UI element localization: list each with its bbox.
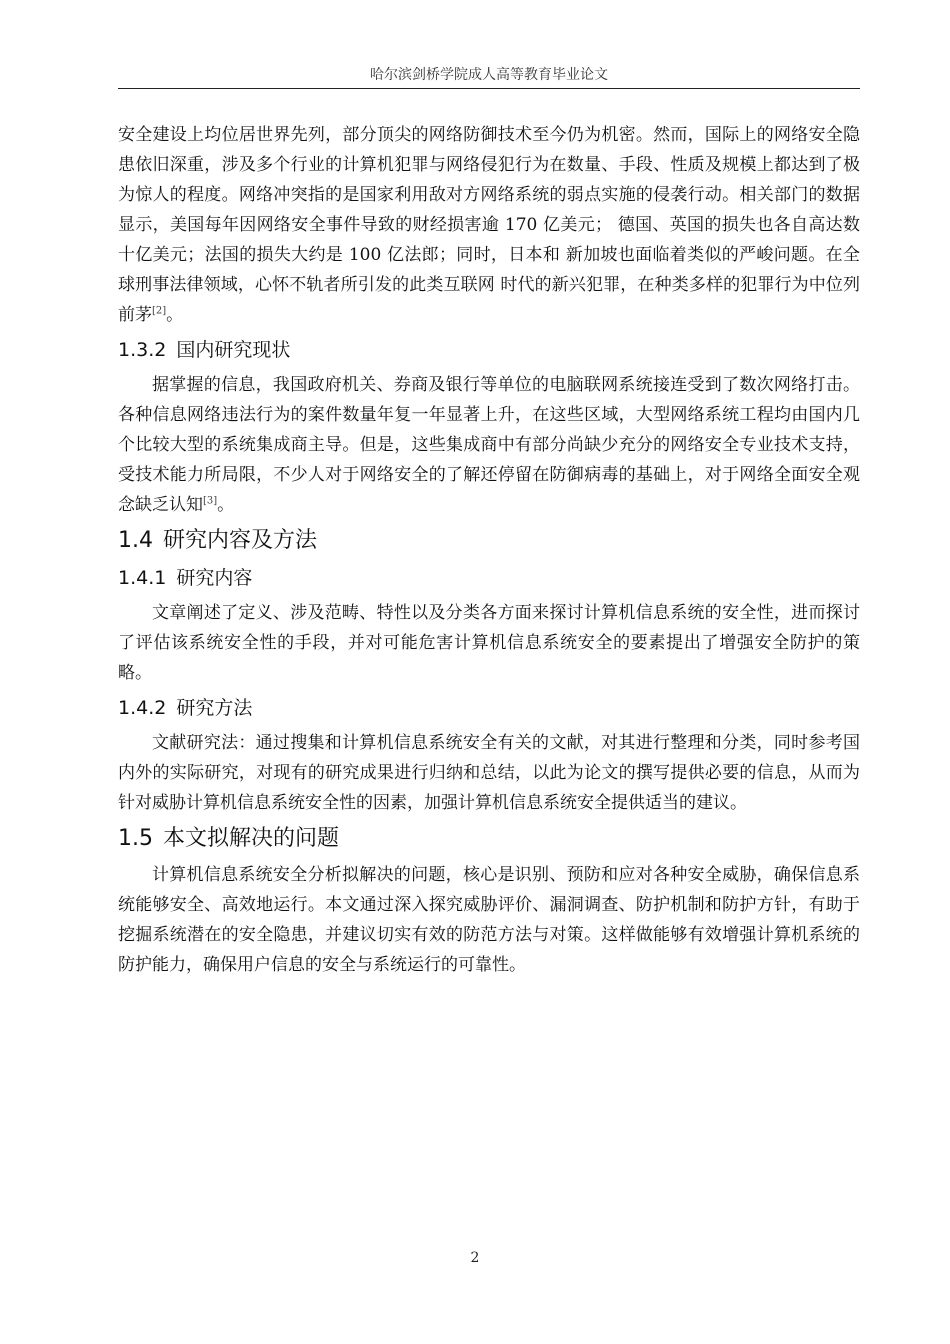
paragraph-1-4-2: 文献研究法：通过搜集和计算机信息系统安全有关的文献，对其进行整理和分类，同时参考国内外的实际研究，对现有的研究成果进行归纳和总结，以此为论文的撰写提供必要的信息，从而为针对威胁计算机信息系统安全性的因素，加强计算机信息系统安全提供适当的建议。 bbox=[118, 733, 860, 813]
citation-2: [2] bbox=[152, 305, 167, 317]
intro-paragraph-text: 安全建设上均位居世界先列，部分顶尖的网络防御技术至今仍为机密。然而，国际上的网络安全隐患依旧深重，涉及多个行业的计算机犯罪与网络侵犯行为在数量、手段、性质及规模上都达到了极为惊人的程度。网络冲突指的是国家利用敌对方网络系统的弱点实施的侵袭行动。相关部门的数据显示，美国每年因网络安全事件导致的财经损害逾 170 亿美元； 德国、英国的损失也各自高达数十亿美元；法国的损失大约是 100 亿法郎；同时，日本和 新加坡也面临着类似的严峻问题。在全球刑事法律领域，心怀不轨者所引发的此类互联网 时代的新兴犯罪，在种类多样的犯罪行为中位列前茅 bbox=[118, 125, 860, 325]
heading-1-4-2-number: 1.4.2 bbox=[118, 697, 167, 719]
paragraph-1-3-2-text: 据掌握的信息，我国政府机关、券商及银行等单位的电脑联网系统接连受到了数次网络打击。各种信息网络违法行为的案件数量年复一年显著上升，在这些区域，大型网络系统工程均由国内几个比较大型的系统集成商主导。但是，这些集成商中有部分尚缺少充分的网络安全专业技术支持，受技术能力所局限，不少人对于网络安全的了解还停留在防御病毒的基础上，对于网络全面安全观念缺乏认知 bbox=[118, 375, 860, 515]
heading-1-3-2 bbox=[118, 334, 860, 366]
paragraph-1-3-2-end: 。 bbox=[217, 495, 235, 515]
heading-1-3-2-title: 国内研究现状 bbox=[176, 339, 291, 361]
heading-1-4-number: 1.4 bbox=[118, 528, 153, 553]
paragraph-1-3-2 bbox=[118, 370, 860, 520]
heading-1-5 bbox=[118, 822, 860, 856]
citation-3: [3] bbox=[203, 495, 218, 507]
document-body bbox=[118, 120, 860, 980]
page-number: 2 bbox=[470, 1250, 480, 1266]
heading-1-5-number: 1.5 bbox=[118, 826, 153, 851]
paragraph-1-4-1: 文章阐述了定义、涉及范畴、特性以及分类各方面来探讨计算机信息系统的安全性，进而探讨了评估该系统安全性的手段，并对可能危害计算机信息系统安全的要素提出了增强安全防护的策略。 bbox=[118, 603, 860, 683]
heading-1-4-2 bbox=[118, 692, 860, 724]
heading-1-5-title: 本文拟解决的问题 bbox=[163, 826, 340, 851]
intro-paragraph bbox=[118, 120, 860, 330]
heading-1-4-1-title: 研究内容 bbox=[176, 567, 253, 589]
heading-1-4-title: 研究内容及方法 bbox=[163, 528, 318, 553]
heading-1-4-2-title: 研究方法 bbox=[176, 697, 253, 719]
page-header bbox=[118, 66, 860, 89]
header-title: 哈尔滨剑桥学院成人高等教育毕业论文 bbox=[370, 67, 608, 83]
heading-1-4-1-number: 1.4.1 bbox=[118, 567, 167, 589]
intro-paragraph-end: 。 bbox=[166, 305, 184, 325]
heading-1-4-1 bbox=[118, 562, 860, 594]
heading-1-3-2-number: 1.3.2 bbox=[118, 339, 167, 361]
paragraph-1-5: 计算机信息系统安全分析拟解决的问题，核心是识别、预防和应对各种安全威胁，确保信息系统能够安全、高效地运行。本文通过深入探究威胁评价、漏洞调查、防护机制和防护方针，有助于挖掘系统潜在的安全隐患，并建议切实有效的防范方法与对策。这样做能够有效增强计算机系统的防护能力，确保用户信息的安全与系统运行的可靠性。 bbox=[118, 865, 860, 975]
heading-1-4 bbox=[118, 524, 860, 558]
